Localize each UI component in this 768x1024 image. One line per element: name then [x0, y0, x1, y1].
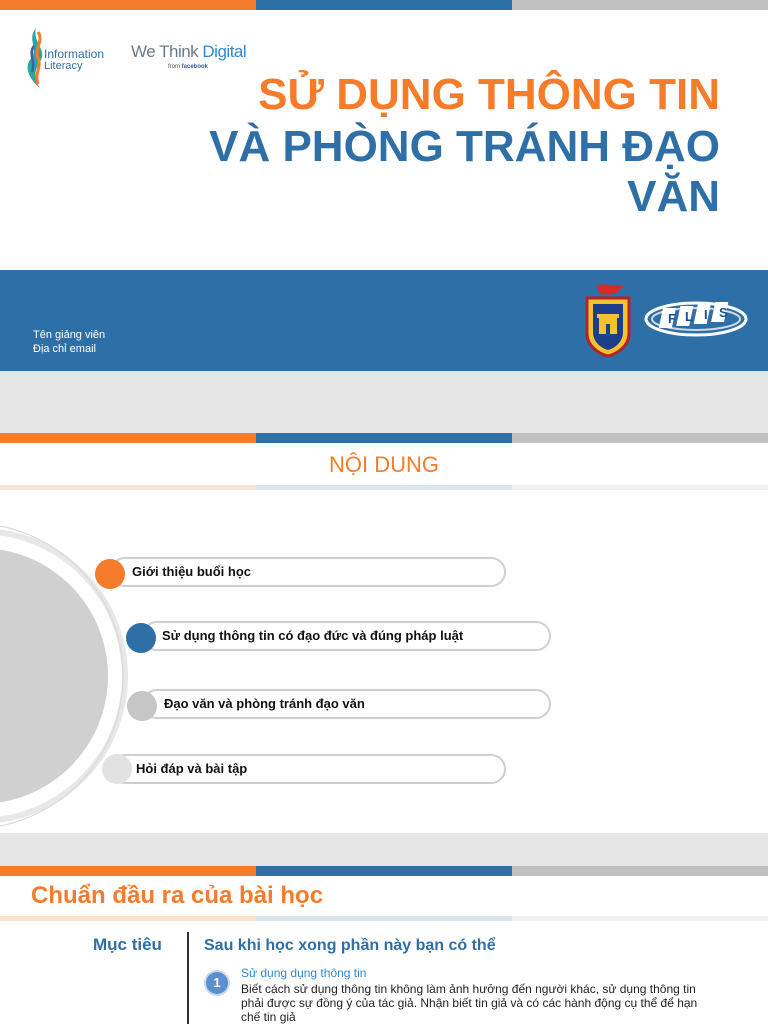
from-facebook-label — [168, 64, 208, 70]
lecturer-name: Tên giảng viên — [33, 329, 106, 341]
flis-letter-l: L — [685, 309, 693, 324]
slide-title-line1: SỬ DỤNG THÔNG TIN — [258, 70, 720, 119]
we-think-digital-logo — [131, 42, 246, 62]
contents-item-label: Sử dụng thông tin có đạo đức và đúng pháp luật — [162, 628, 464, 643]
contents-dot-4 — [102, 754, 132, 784]
contents-item-label: Giới thiệu buổi học — [132, 564, 252, 579]
objective-number-badge: 1 — [206, 972, 228, 994]
outcomes-slide — [0, 866, 768, 1024]
contents-item-1[interactable] — [110, 557, 506, 587]
contents-slide — [0, 433, 768, 833]
contents-item-2[interactable] — [142, 621, 551, 651]
wtd-prefix: We Think — [131, 42, 203, 61]
from-text: from — [168, 64, 182, 70]
objective-title: Sử dụng dụng thông tin — [241, 966, 367, 980]
contents-item-3[interactable] — [142, 689, 551, 719]
objective-intro: Sau khi học xong phần này bạn có thể — [204, 937, 496, 954]
top-color-bar — [0, 0, 768, 10]
slide-title-line2: VÀ PHÒNG TRÁNH ĐẠO VĂN — [209, 122, 720, 221]
outcomes-title: Chuẩn đầu ra của bài học — [31, 882, 324, 909]
divider-line — [187, 932, 189, 1024]
information-literacy-wordmark — [44, 48, 104, 72]
presenter-band — [0, 270, 768, 371]
wtd-suffix: Digital — [202, 42, 247, 61]
flis-letter-s: S — [719, 305, 728, 320]
top-color-bar — [0, 866, 768, 876]
contents-item-label: Hỏi đáp và bài tập — [136, 761, 248, 776]
title-underline-bar — [0, 916, 768, 921]
presenter-info — [33, 328, 105, 356]
contents-item-4[interactable] — [110, 754, 506, 784]
contents-dot-2 — [126, 623, 156, 653]
contents-title: NỘI DUNG — [329, 452, 439, 477]
logo-il-line2: Literacy — [44, 60, 83, 72]
contents-dot-3 — [127, 691, 157, 721]
contents-dot-1 — [95, 559, 125, 589]
title-slide — [0, 0, 768, 371]
flis-letter-i: I — [704, 307, 708, 322]
objective-description: Biết cách sử dụng thông tin không làm ảnh hưởng đến người khác, sử dụng thông tin phải được sự đồng ý của tác giả. Nhận biết tin giả và có các hành động cụ thể để hạn chế tin giả — [241, 982, 698, 1024]
lecturer-email: Địa chỉ email — [33, 343, 96, 355]
university-emblem-icon — [583, 282, 633, 358]
logo-il-line1: Information — [44, 47, 105, 61]
flis-logo-icon — [644, 294, 748, 344]
facebook-text: facebook — [181, 64, 209, 70]
objective-label: Mục tiêu — [93, 935, 162, 954]
flis-letter-f: F — [668, 311, 676, 326]
contents-item-label: Đạo văn và phòng tránh đạo văn — [164, 696, 365, 711]
